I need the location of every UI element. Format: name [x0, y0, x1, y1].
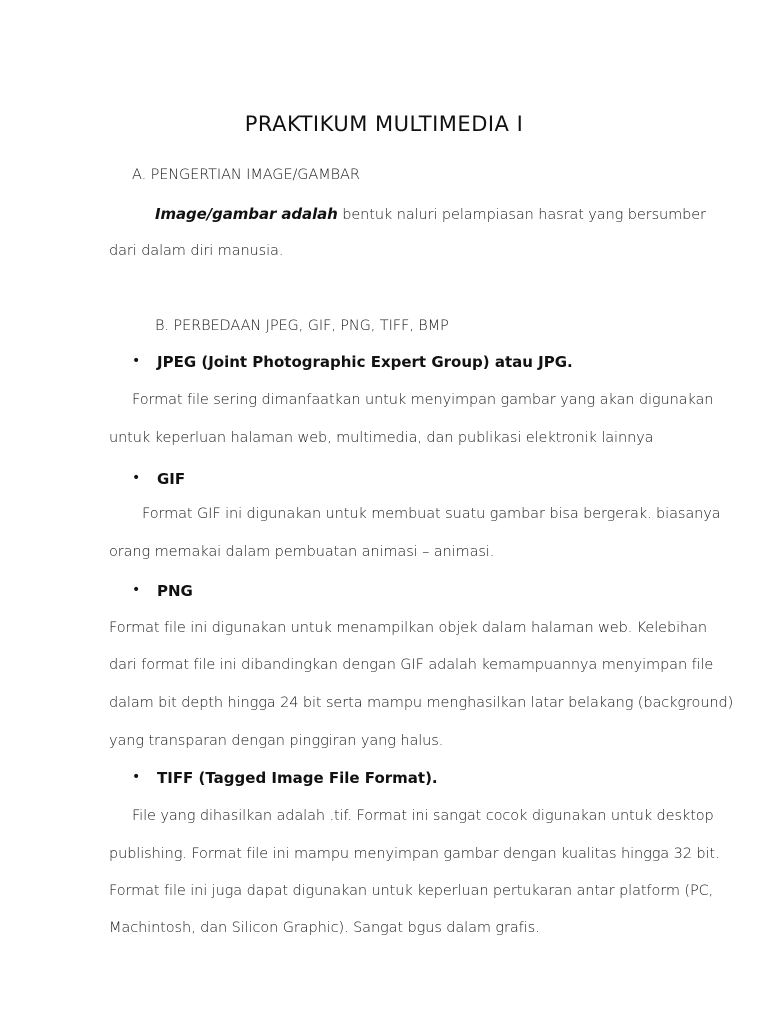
tiff-line-2: publishing. Format file ini mampu menyimpan gambar dengan kualitas hingga 32 bit.	[109, 846, 720, 862]
page-title: PRAKTIKUM MULTIMEDIA I	[244, 112, 524, 136]
png-line-1: Format file ini digunakan untuk menampilkan objek dalam halaman web. Kelebihan	[109, 620, 708, 636]
png-title: PNG	[157, 582, 193, 600]
bullet-jpeg: •	[132, 353, 141, 369]
bullet-png: •	[132, 582, 141, 598]
jpeg-line-1: Format file sering dimanfaatkan untuk menyimpan gambar yang akan digunakan	[132, 392, 714, 408]
png-line-3: dalam bit depth hingga 24 bit serta mampu menghasilkan latar belakang (background)	[109, 695, 734, 711]
section-a-paragraph-line-1	[155, 205, 706, 223]
png-line-4: yang transparan dengan pinggiran yang halus.	[109, 733, 444, 749]
tiff-line-4: Machintosh, dan Silicon Graphic). Sangat bgus dalam grafis.	[109, 920, 540, 936]
tiff-line-3: Format file ini juga dapat digunakan untuk keperluan pertukaran antar platform (PC,	[109, 883, 714, 899]
jpeg-line-2: untuk keperluan halaman web, multimedia, dan publikasi elektronik lainnya	[109, 430, 654, 446]
png-line-2: dari format file ini dibandingkan dengan GIF adalah kemampuannya menyimpan file	[109, 657, 714, 673]
gif-line-2: orang memakai dalam pembuatan animasi – animasi.	[109, 544, 495, 560]
gif-title: GIF	[157, 470, 186, 488]
bullet-gif: •	[132, 470, 141, 486]
jpeg-title: JPEG (Joint Photographic Expert Group) atau JPG.	[157, 353, 573, 371]
section-a-paragraph-line-2: dari dalam diri manusia.	[109, 243, 284, 259]
section-a-lead-italic: Image/gambar adalah	[155, 205, 338, 223]
section-b-heading: B. PERBEDAAN JPEG, GIF, PNG, TIFF, BMP	[155, 318, 449, 334]
bullet-tiff: •	[132, 769, 141, 785]
gif-line-1: Format GIF ini digunakan untuk membuat suatu gambar bisa bergerak. biasanya	[142, 506, 721, 522]
section-a-line-1-rest: bentuk naluri pelampiasan hasrat yang bersumber	[337, 207, 706, 223]
tiff-line-1: File yang dihasilkan adalah .tif. Format ini sangat cocok digunakan untuk desktop	[132, 808, 714, 824]
section-a-heading: A. PENGERTIAN IMAGE/GAMBAR	[132, 167, 360, 183]
tiff-title: TIFF (Tagged Image File Format).	[157, 769, 438, 787]
